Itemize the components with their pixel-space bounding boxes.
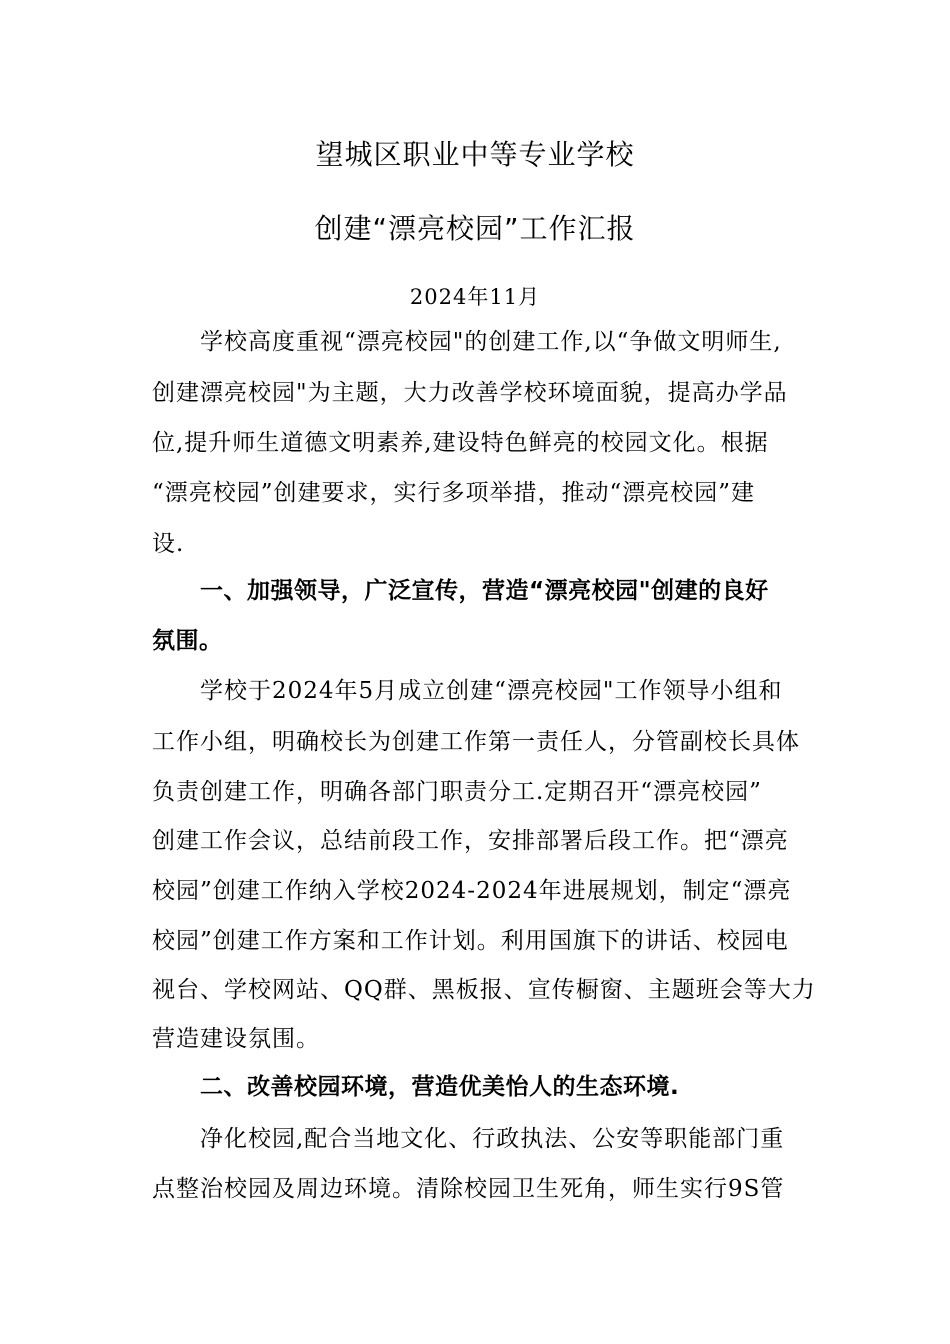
document-title-school: 望城区职业中等专业学校: [315, 138, 635, 171]
intro-line: 创建漂亮校园"为主题，大力改善学校环境面貌，提高办学品: [152, 380, 788, 406]
section2-heading: 二、改善校园环境，营造优美怡人的生态环境.: [200, 1074, 680, 1100]
section1-heading: 氛围。: [152, 628, 223, 654]
section1-body-line: 创建工作会议，总结前段工作，安排部署后段工作。把“漂亮: [152, 828, 789, 854]
document-date: 2024年11月: [409, 285, 541, 309]
intro-line: “漂亮校园”创建要求，实行多项举措，推动“漂亮校园”建: [152, 480, 756, 506]
section1-body-line: 营造建设氛围。: [152, 1026, 320, 1052]
section1-heading: 一、加强领导，广泛宣传，营造“漂亮校园"创建的良好: [200, 578, 769, 604]
intro-line: 位,提升师生道德文明素养,建设特色鲜亮的校园文化。根据: [152, 430, 769, 456]
section2-body-line: 净化校园,配合当地文化、行政执法、公安等职能部门重: [200, 1126, 785, 1152]
section1-body-line: 视台、学校网站、QQ群、黑板报、宣传橱窗、主题班会等大力: [152, 977, 816, 1003]
section1-body-line: 负责创建工作，明确各部门职责分工.定期召开“漂亮校园”: [152, 779, 762, 805]
intro-line: 学校高度重视“漂亮校园"的创建工作,以“争做文明师生,: [200, 329, 782, 355]
section1-body-line: 工作小组，明确校长为创建工作第一责任人，分管副校长具体: [152, 729, 800, 755]
section1-body-line: 校园”创建工作方案和工作计划。利用国旗下的讲话、校园电: [152, 928, 789, 954]
section1-body-line: 学校于2024年5月成立创建“漂亮校园"工作领导小组和: [200, 678, 783, 704]
section1-body-line: 校园”创建工作纳入学校2024-2024年进展规划，制定“漂亮: [152, 878, 792, 904]
document-title-report: 创建“漂亮校园”工作汇报: [314, 212, 636, 245]
section2-body-line: 点整治校园及周边环境。清除校园卫生死角，师生实行9S管: [152, 1176, 785, 1202]
intro-line: 设.: [152, 531, 185, 557]
